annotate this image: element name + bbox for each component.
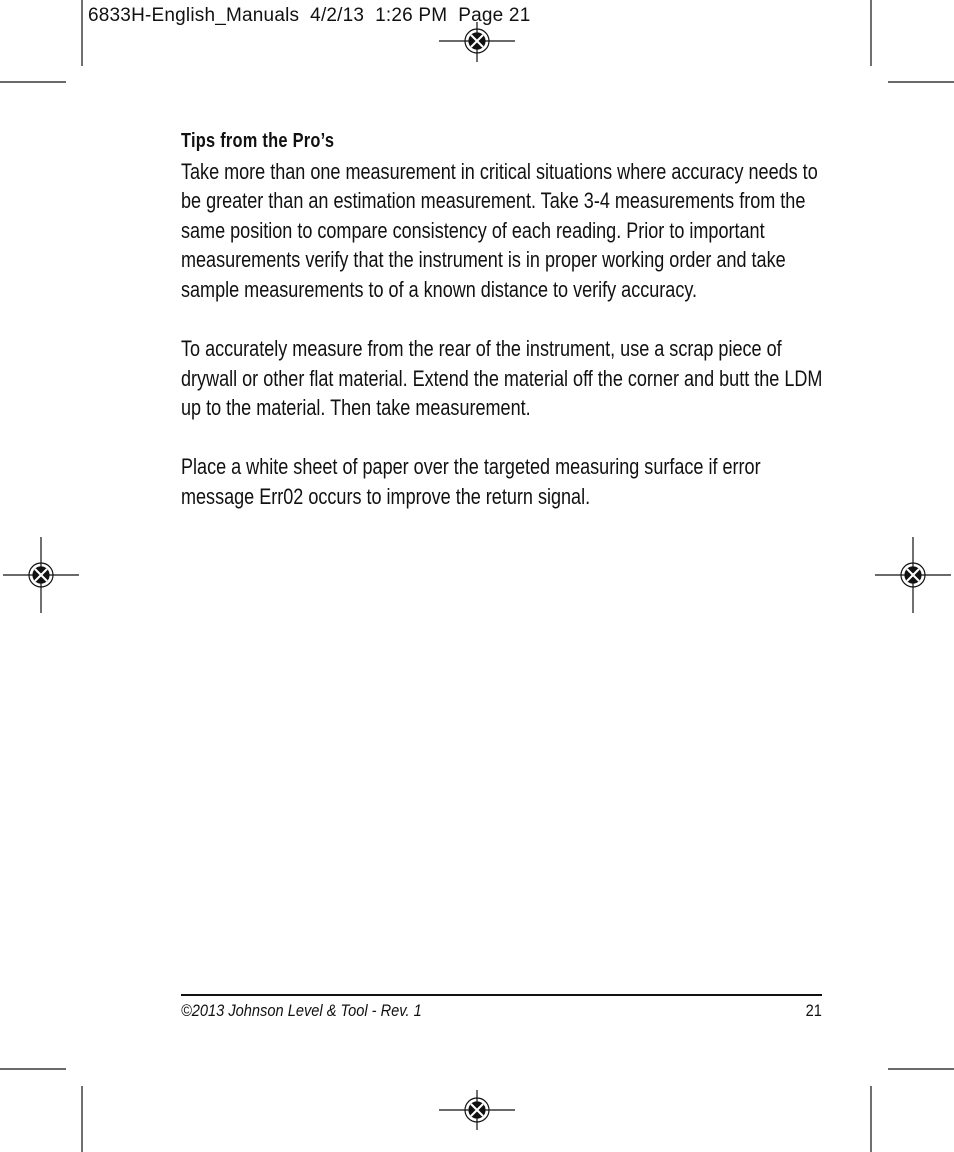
- page-number: 21: [805, 1001, 822, 1020]
- registration-mark-bottom-icon: [439, 1090, 515, 1130]
- footer-copyright: ©2013 Johnson Level & Tool - Rev. 1: [181, 1001, 422, 1020]
- footer-rule: [181, 994, 822, 996]
- section-heading: Tips from the Pro’s: [181, 130, 335, 152]
- page-content: [181, 127, 826, 541]
- paragraph-measurement-tips: Take more than one measurement in critical situations where accuracy needs to be greater than an estimation measurement. Take 3-4 measurements from the same position to compare consistency of each reading. Prior to important measurements verify that the instrument is in proper working order and take sample measurements to of a known distance to verify accuracy.: [181, 158, 818, 302]
- print-slug: 6833H-English_Manuals 4/2/13 1:26 PM Page 21: [88, 5, 531, 26]
- paragraph-rear-measure: To accurately measure from the rear of the instrument, use a scrap piece of drywall or other flat material. Extend the material off the corner and butt the LDM up to the material. Then take measurement.: [181, 336, 823, 421]
- registration-mark-top-icon: [439, 22, 515, 62]
- registration-mark-right-icon: [875, 537, 951, 613]
- registration-mark-left-icon: [3, 537, 79, 613]
- paragraph-err02: Place a white sheet of paper over the targeted measuring surface if error message Err02 occurs to improve the return signal.: [181, 454, 761, 510]
